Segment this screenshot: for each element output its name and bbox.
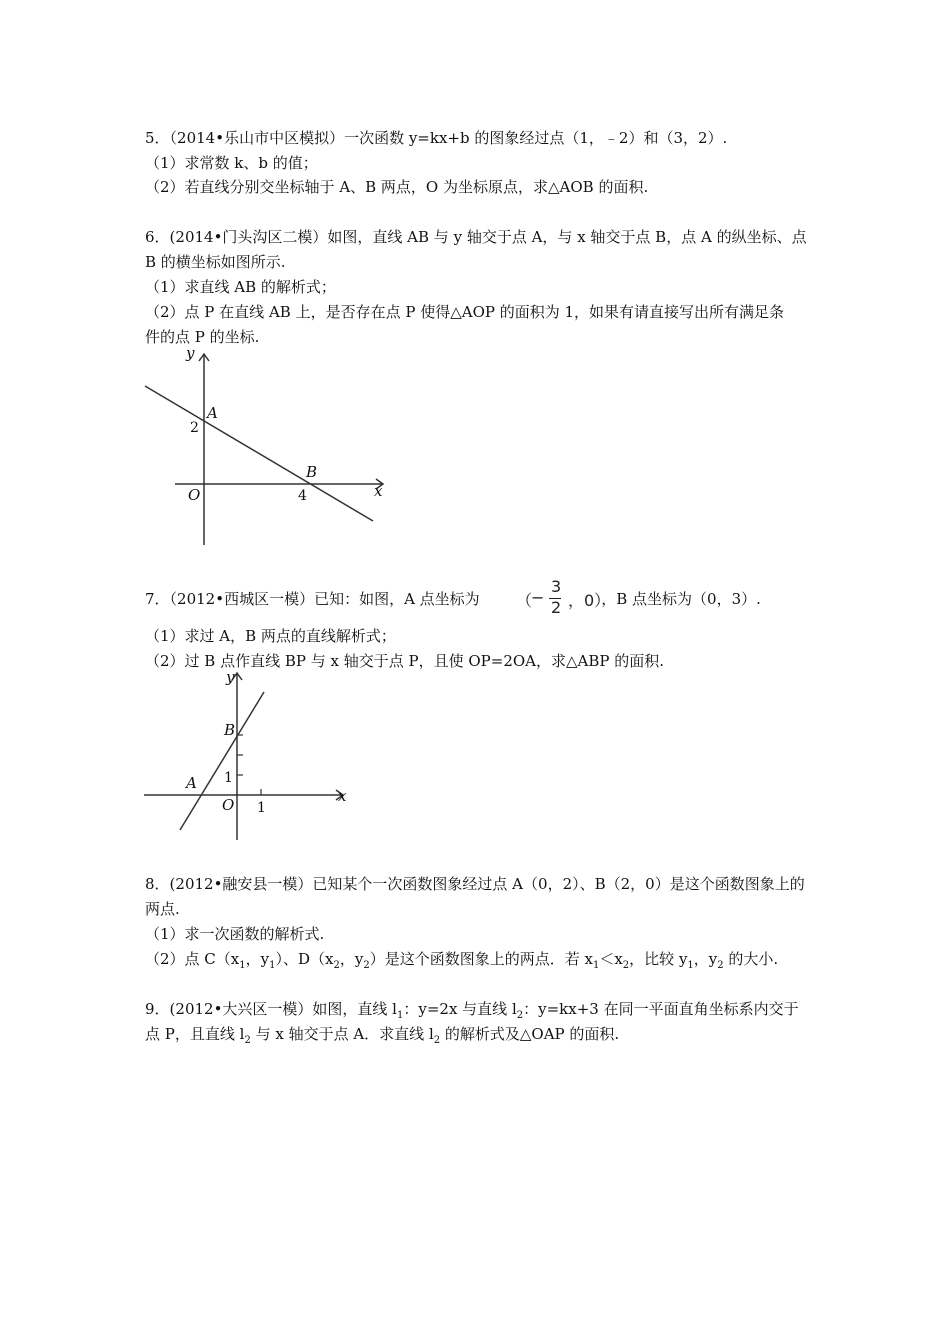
q9-sub-l2-again: 2 [244,1035,251,1046]
q9-l2-text-b: 与 x 轴交于点 A．求直线 l [250,1025,434,1043]
q7-y-label: y [226,668,235,686]
q7-x-label: x [338,787,347,805]
q7-y-unit: 1 [224,770,233,786]
q8-sub-cmp-x2: 2 [622,960,630,971]
q9-line1 [145,999,799,1026]
q6-origin-label: O [188,486,201,504]
q7-stem-after: ，B 点坐标为（0，3）. [601,590,761,608]
q8-stem-line2: 两点. [145,900,180,918]
q8-sub-y1: 1 [269,960,276,971]
q5-stem: 5．（2014•乐山市中区模拟）一次函数 y=kx+b 的图象经过点（1，﹣2）和（3，2）. [145,129,728,147]
q6-point-a-label: A [207,404,218,422]
q6-b-value: 4 [298,488,307,504]
q8-sub-x2: 2 [333,960,340,971]
q6-part2-line1: （2）点 P 在直线 AB 上，是否存在点 P 使得△AOP 的面积为 1，如果有请直接写出所有满足条 [145,303,785,321]
q6-line-ab [145,386,373,521]
q9-line2 [145,1024,619,1051]
q8-p2-text-d: ，y [339,950,364,968]
q7-stem-before: 7．（2012•西城区一模）已知：如图，A 点坐标为 [145,590,480,608]
q9-l1-text-c: ：y=kx+3 在同一平面直角坐标系内交于 [523,1000,799,1018]
q7-coord-open: （ [516,591,533,610]
q8-p2-text-e: ）是这个函数图象上的两点．若 x [369,950,593,968]
q8-part2 [145,949,778,976]
q7-point-a-label: A [186,774,197,792]
q8-sub-x1: 1 [239,960,246,971]
q9-l1-text-a: 9．(2012•大兴区一模）如图，直线 l [145,1000,397,1018]
q8-p2-text-f: ＜x [599,950,623,968]
q8-part1: （1）求一次函数的解析式. [145,925,325,943]
q7-coord-rest: ，0） [568,591,611,610]
q8-p2-text-g: ，比较 y [629,950,688,968]
q8-p2-text-c: ）、D（x [275,950,334,968]
q6-point-b-label: B [306,463,318,481]
q7-stem [145,589,761,609]
q8-p2-text-i: 的大小. [723,950,779,968]
q5-part1: （1）求常数 k、b 的值； [145,154,318,172]
q8-p2-text-b: ，y [245,950,270,968]
q7-origin-label: O [222,796,235,814]
q9-l2-text-a: 点 P，且直线 l [145,1025,245,1043]
q8-sub-cmp-y1: 1 [687,960,694,971]
q7-coord-den: 2 [551,598,562,617]
q6-part1: （1）求直线 AB 的解析式； [145,278,336,296]
q7-coord-num: 3 [551,577,562,596]
q9-sub-l2: 2 [516,1010,524,1021]
q8-sub-cmp-x1: 1 [592,960,600,971]
q9-sub-l2-final: 2 [433,1035,441,1046]
q8-stem-line1: 8．(2012•融安县一模）已知某个一次函数图象经过点 A（0，2）、B（2，0）是这个函数图象上的 [145,875,805,893]
q6-part2-line2: 件的点 P 的坐标. [145,328,260,346]
q7-point-b-label: B [224,721,236,739]
q6-y-label: y [186,344,195,362]
q8-sub-cmp-y2: 2 [717,960,724,971]
q6-x-label: x [374,482,383,500]
q8-sub-y2: 2 [363,960,370,971]
q7-part2: （2）过 B 点作直线 BP 与 x 轴交于点 P，且使 OP=2OA，求△ABP 的面积. [145,652,665,670]
q9-l1-text-b: ：y=2x 与直线 l [403,1000,517,1018]
q6-stem-line2: B 的横坐标如图所示. [145,253,286,271]
q8-p2-text-a: （2）点 C（x [145,950,240,968]
q5-part2: （2）若直线分别交坐标轴于 A、B 两点，O 为坐标原点，求△AOB 的面积. [145,178,649,196]
q8-p2-text-h: ，y [693,950,718,968]
q7-figure [140,668,360,848]
q7-part1: （1）求过 A，B 两点的直线解析式； [145,627,396,645]
q6-stem-line1: 6．(2014•门头沟区二模）如图，直线 AB 与 y 轴交于点 A，与 x 轴交于点 B，点 A 的纵坐标、点 [145,228,807,246]
q6-a-value: 2 [190,420,199,436]
q7-x-unit: 1 [257,800,266,816]
q7-coord-neg: − [531,588,545,607]
q9-l2-text-c: 的解析式及△OAP 的面积. [440,1025,620,1043]
q9-sub-l1: 1 [396,1010,404,1021]
q6-figure [140,340,400,555]
